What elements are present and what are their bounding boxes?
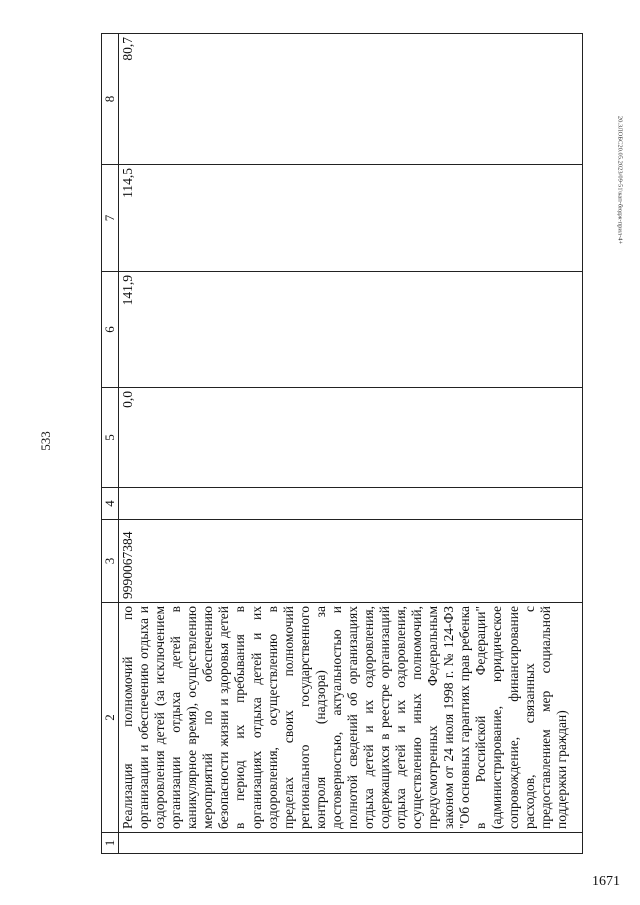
row-value-col5: 0,0 <box>119 388 583 488</box>
row-cell-col4 <box>119 488 583 520</box>
column-number: 6 <box>102 272 119 388</box>
row-value-col6: 141,9 <box>119 272 583 388</box>
column-number: 1 <box>102 833 119 854</box>
budget-table-container <box>101 34 583 854</box>
table-row <box>119 34 583 854</box>
column-number: 3 <box>102 520 119 603</box>
page-number-bottom: 1671 <box>592 874 620 889</box>
column-number: 4 <box>102 488 119 520</box>
row-value-col7: 114,5 <box>119 165 583 272</box>
column-number-row <box>102 34 119 854</box>
column-number: 2 <box>102 603 119 833</box>
file-path-note: 20.3ЛОБС20.05.2023/09-51\кап-бюдж-прил-4+ <box>616 115 624 245</box>
row-budget-code: 9990067384 <box>119 520 583 603</box>
row-cell-col1 <box>119 833 583 854</box>
column-number: 8 <box>102 34 119 165</box>
column-number: 7 <box>102 165 119 272</box>
budget-table <box>101 33 583 854</box>
row-description: Реализация полномочий по организации и обеспечению отдыха и оздоровления детей (за исключением организации отдыха детей в каникулярное время), осуществлению мероприятий по обеспечению безопасности жизни и здоровья детей в период их пребывания в организациях отдыха детей и их оздоровления, осуществлению в пределах своих полномочий регионального государственного контроля (надзора) за достоверностью, актуальностью и полнотой сведений об организациях отдыха детей и их оздоровления, содержащихся в реестре организаций отдыха детей и их оздоровления, осуществлению иных полномочий, предусмотренных Федеральным законом от 24 июля 1998 г. № 124-ФЗ "Об основных гарантиях прав ребенка в Российской Федерации" (администрирование, юридическое сопровождение, финансирование расходов, связанных с предоставлением мер социальной поддержки граждан) <box>119 603 583 833</box>
page-number-top: 533 <box>38 431 53 451</box>
column-number: 5 <box>102 388 119 488</box>
row-value-col8: 80,7 <box>119 34 583 165</box>
